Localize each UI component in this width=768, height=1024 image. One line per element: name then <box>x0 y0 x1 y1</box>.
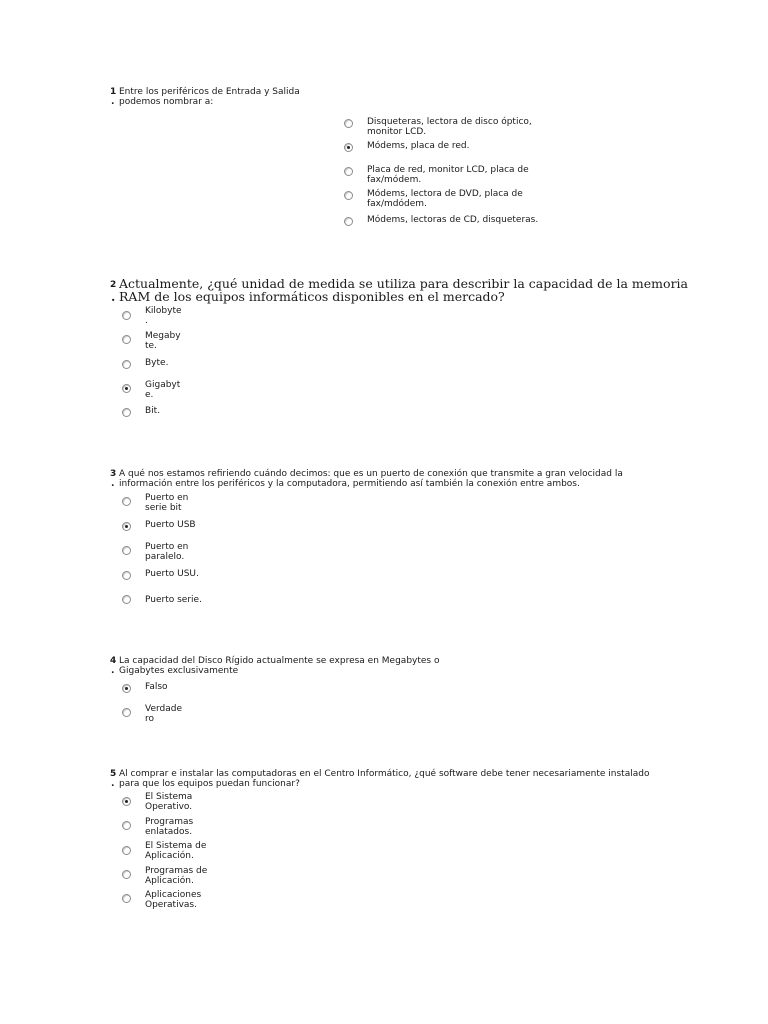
option-label: Módems, lectora de DVD, placa de fax/mdódem. <box>367 189 523 209</box>
question-text: Al comprar e instalar las computadoras en el Centro Informático, ¿qué software debe tener necesariamente instalado para que los equipos puedan funcionar? <box>119 769 650 789</box>
option-label: Kilobyte . <box>145 306 182 326</box>
radio-button-selected[interactable] <box>344 143 353 152</box>
radio-button[interactable] <box>122 821 131 830</box>
option-label: Aplicaciones Operativas. <box>145 890 202 910</box>
question-number: 2 <box>110 280 117 290</box>
radio-button[interactable] <box>122 708 131 717</box>
question-text: La capacidad del Disco Rígido actualmente se expresa en Megabytes o Gigabytes exclusivamente <box>119 656 440 676</box>
question-number: 4 <box>110 656 117 666</box>
radio-button-selected[interactable] <box>122 684 131 693</box>
option-label: El Sistema de Aplicación. <box>145 841 207 861</box>
radio-button[interactable] <box>122 870 131 879</box>
radio-button[interactable] <box>122 497 131 506</box>
option-label: Módems, lectoras de CD, disqueteras. <box>367 215 539 225</box>
question-text: Entre los periféricos de Entrada y Salida podemos nombrar a: <box>119 87 300 107</box>
option-label: Puerto USB <box>145 520 196 530</box>
option-label: Placa de red, monitor LCD, placa de fax/módem. <box>367 165 529 185</box>
option-label: Módems, placa de red. <box>367 141 470 151</box>
radio-button[interactable] <box>122 571 131 580</box>
radio-button[interactable] <box>122 335 131 344</box>
option-label: Falso <box>145 682 168 692</box>
option-label: Byte. <box>145 358 169 368</box>
radio-button[interactable] <box>122 546 131 555</box>
option-label: Puerto en serie bit <box>145 493 189 513</box>
option-label: Programas de Aplicación. <box>145 866 208 886</box>
question-number-dot: . <box>111 97 115 107</box>
radio-button[interactable] <box>344 217 353 226</box>
radio-button[interactable] <box>122 894 131 903</box>
radio-button-selected[interactable] <box>122 384 131 393</box>
question-number: 1 <box>110 87 117 97</box>
radio-button[interactable] <box>122 846 131 855</box>
radio-button[interactable] <box>122 595 131 604</box>
option-label: Megaby te. <box>145 331 181 351</box>
question-number-dot: . <box>111 289 116 304</box>
option-label: Puerto en paralelo. <box>145 542 189 562</box>
question-number: 5 <box>110 769 117 779</box>
question-text: A qué nos estamos refiriendo cuándo decimos: que es un puerto de conexión que transmite a gran velocidad la información entre los periféricos y la computadora, permitiendo así también la conexión entre ambos. <box>119 469 623 489</box>
option-label: Programas enlatados. <box>145 817 194 837</box>
radio-button-selected[interactable] <box>122 522 131 531</box>
option-label: Bit. <box>145 406 161 416</box>
radio-button[interactable] <box>122 311 131 320</box>
option-label: Disqueteras, lectora de disco óptico, monitor LCD. <box>367 117 532 137</box>
radio-button[interactable] <box>344 119 353 128</box>
question-number-dot: . <box>111 479 115 489</box>
radio-button[interactable] <box>344 167 353 176</box>
option-label: El Sistema Operativo. <box>145 792 193 812</box>
radio-button-selected[interactable] <box>122 797 131 806</box>
option-label: Verdade ro <box>145 704 183 724</box>
radio-button[interactable] <box>344 191 353 200</box>
option-label: Gigabyt e. <box>145 380 181 400</box>
question-number: 3 <box>110 469 117 479</box>
option-label: Puerto USU. <box>145 569 199 579</box>
option-label: Puerto serie. <box>145 595 202 605</box>
radio-button[interactable] <box>122 408 131 417</box>
question-number-dot: . <box>111 779 115 789</box>
question-number-dot: . <box>111 666 115 676</box>
question-text: Actualmente, ¿qué unidad de medida se utiliza para describir la capacidad de la memoria RAM de los equipos informáticos disponibles en el mercado? <box>119 276 688 304</box>
radio-button[interactable] <box>122 360 131 369</box>
